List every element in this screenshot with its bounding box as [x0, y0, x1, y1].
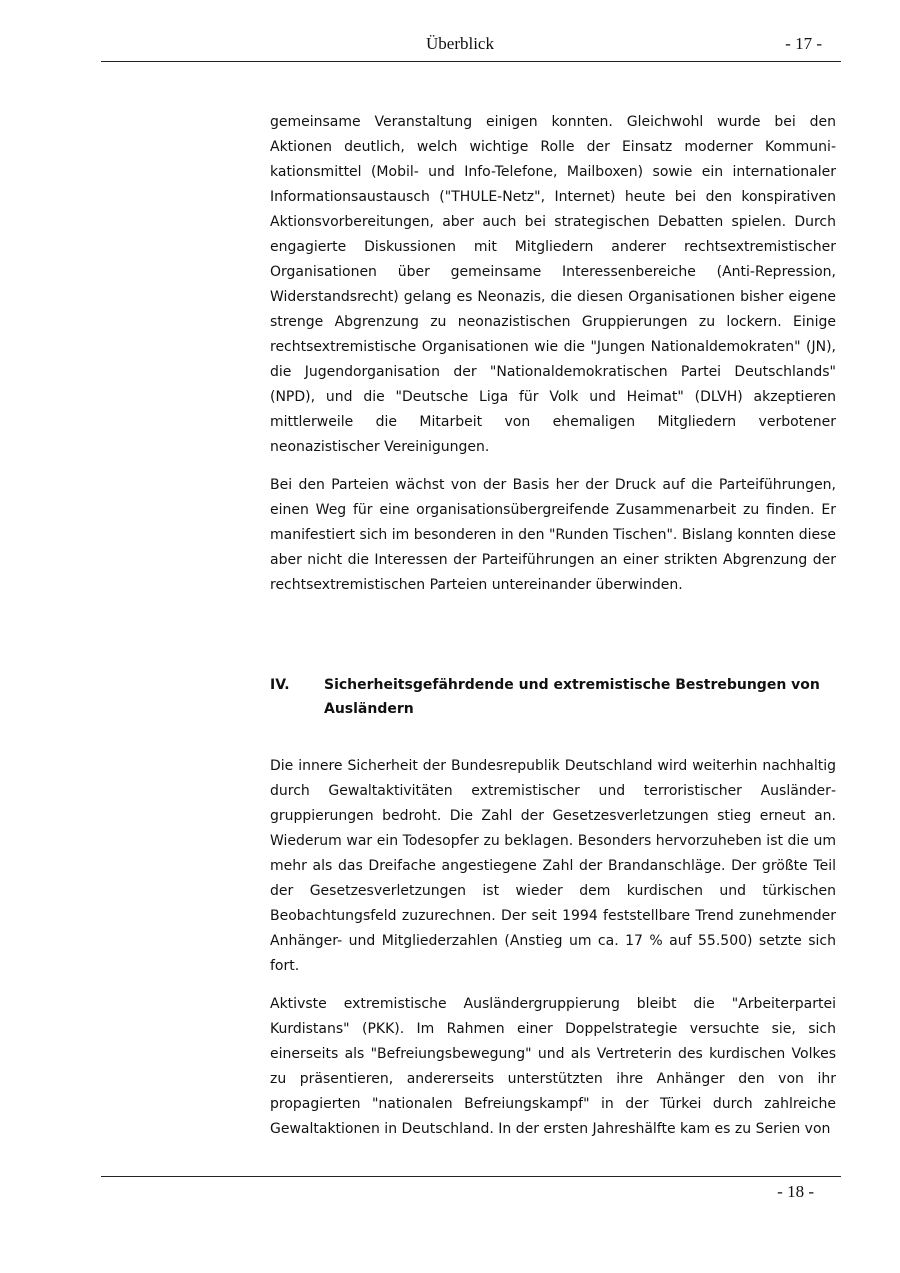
paragraph: Aktivste extremistische Ausländergruppierung bleibt die "Arbeiterpartei Kurdistans" (PKK). Im Rahmen einer Doppelstrategie versuchte sie, sich einerseits als "Befreiungsbewegung" und als Vertreterin des kurdischen Volkes zu präsentieren, andererseits unterstützten ihre Anhänger den von ihr propagierten "nationalen Befreiungskampf" in der Türkei durch zahlreiche Gewaltaktionen in Deutschland. In der ersten Jahreshälfte kam es zu Serien von — [270, 996, 836, 1137]
footer-page-number: - 18 - — [777, 1182, 814, 1201]
section-number: IV. — [270, 677, 290, 693]
header-rule — [101, 61, 841, 62]
section-heading — [270, 673, 836, 721]
footer-rule — [101, 1176, 841, 1177]
header-title: Überblick — [426, 34, 494, 53]
paragraph: gemeinsame Veranstaltung einigen konnten. Gleichwohl wurde bei den Aktionen deutlich, welch wichtige Rolle der Einsatz moderner Kommunikationsmittel (Mobil- und Info-Telefone, Mailboxen) sowie ein internationaler Informationsaustausch ("THULE-Netz", Internet) heute bei den konspirativen Aktionsvorbereitungen, aber auch bei strategischen Debatten spielen. Durch engagierte Diskussionen mit Mitgliedern anderer rechtsextremistischer Organisationen über gemeinsame Interessenbereiche (Anti-Repression, Widerstandsrecht) gelang es Neonazis, die diesen Organisationen bisher eigene strenge Abgrenzung zu neonazistischen Gruppierungen zu lockern. Einige rechtsextremistische Organisationen wie die "Jungen Nationaldemokraten" (JN), die Jugendorganisation der "Nationaldemokratischen Partei Deutschlands" (NPD), und die "Deutsche Liga für Volk und Heimat" (DLVH) akzeptieren mittlerweile die Mitarbeit von ehemaligen Mitgliedern verbotener neonazistischer Vereinigungen. — [270, 114, 836, 455]
header-page-number: - 17 - — [785, 34, 822, 53]
page-body — [270, 110, 836, 1142]
section-title: Sicherheitsgefährdende und extremistische Bestrebungen von Ausländern — [324, 677, 820, 717]
paragraph: Bei den Parteien wächst von der Basis her der Druck auf die Parteiführungen, einen Weg für eine organisationsübergreifende Zusammenarbeit zu finden. Er manifestiert sich im besonderen in den "Runden Tischen". Bislang konnten diese aber nicht die Interessen der Parteiführungen an einer strikten Abgrenzung der rechtsextremistischen Parteien untereinander überwinden. — [270, 477, 836, 593]
paragraph: Die innere Sicherheit der Bundesrepublik Deutschland wird weiterhin nachhaltig durch Gewaltaktivitäten extremistischer und terroristischer Ausländergruppierungen bedroht. Die Zahl der Gesetzesverletzungen stieg erneut an. Wiederum war ein Todesopfer zu beklagen. Besonders hervorzuheben ist die um mehr als das Dreifache angestiegene Zahl der Brandanschläge. Der größte Teil der Gesetzesverletzungen ist wieder dem kurdischen und türkischen Beobachtungsfeld zuzurechnen. Der seit 1994 feststellbare Trend zunehmender Anhänger- und Mitgliederzahlen (Anstieg um ca. 17 % auf 55.500) setzte sich fort. — [270, 758, 836, 974]
